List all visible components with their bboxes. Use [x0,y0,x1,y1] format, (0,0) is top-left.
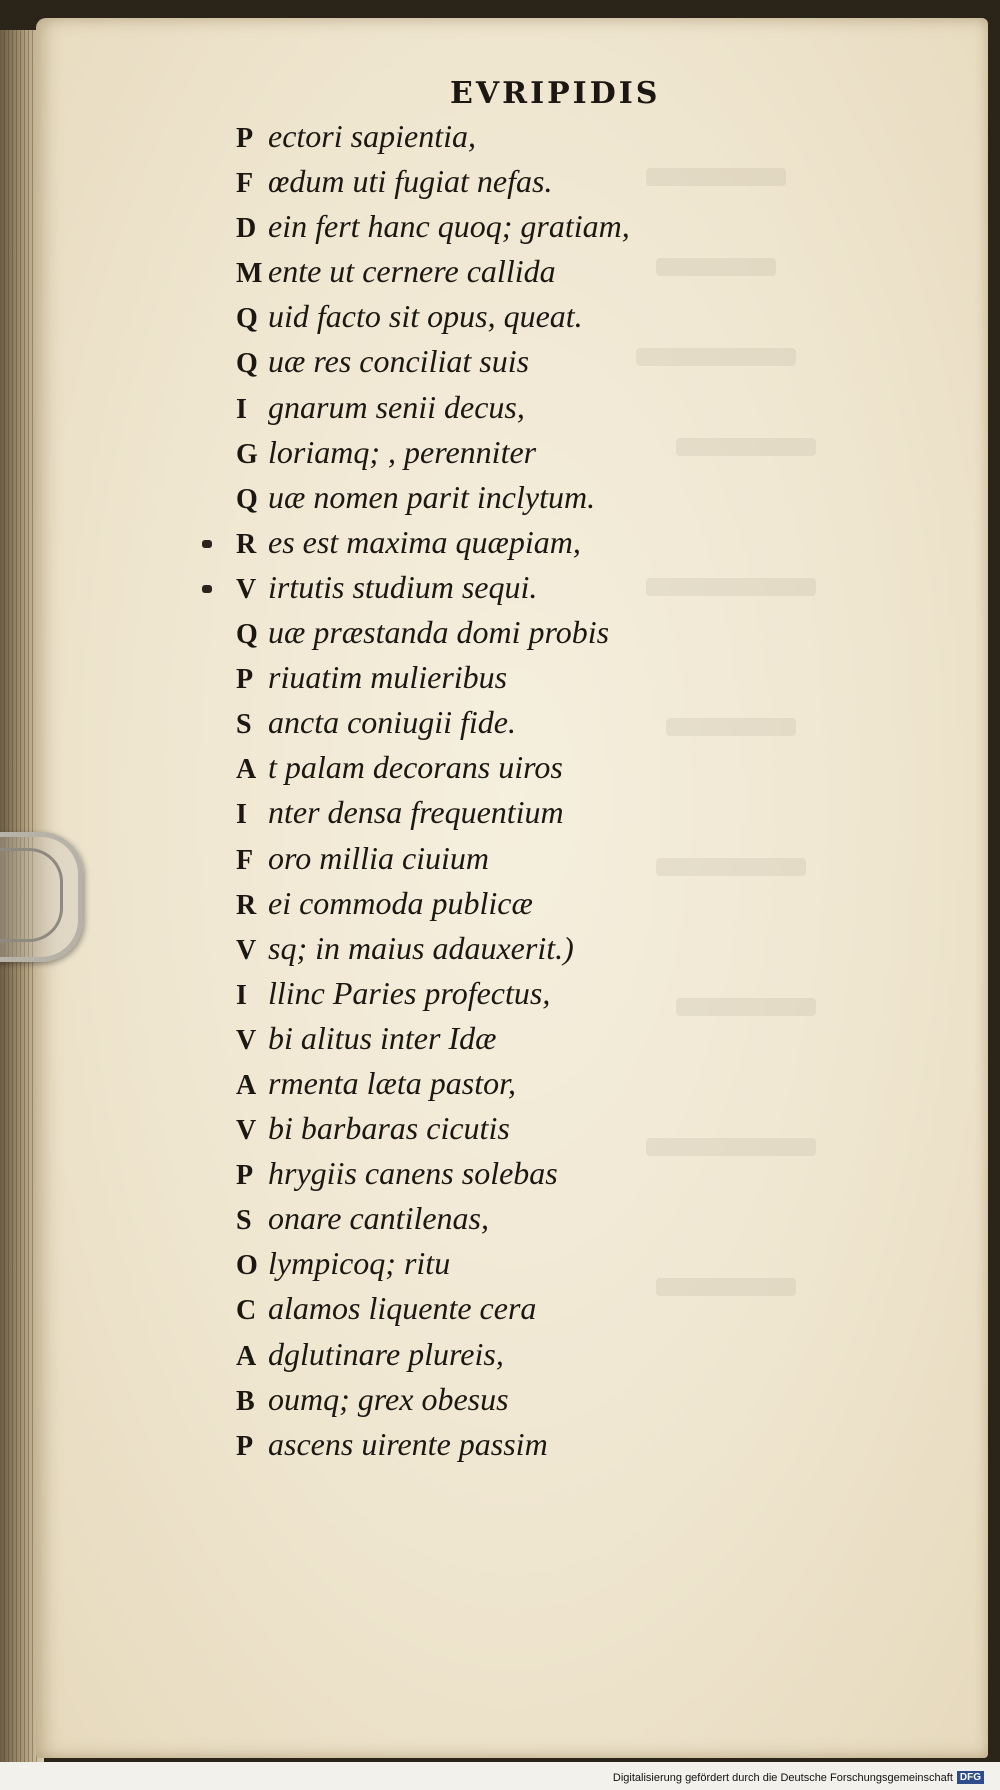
verse-text: riuatim mulieribus [268,659,508,696]
verse-initial: F [236,844,254,876]
verse-text: oro millia ciuium [268,839,490,876]
verse-initial: P [236,664,254,696]
verse-line [236,881,936,926]
verse-initial: S [236,1205,252,1237]
verse-line [236,1061,936,1106]
verse-line [236,700,936,745]
verse-text: uæ præstanda domi probis [268,614,610,651]
verse-text: llinc Paries profectus, [268,974,551,1011]
verse-text: bi barbaras cicutis [268,1110,510,1147]
verse-text: gnarum senii decus, [268,388,525,425]
verse-line [236,565,936,610]
verse-initial: A [236,1069,257,1101]
verse-initial: V [236,573,257,605]
verse-line [236,385,936,430]
verse-initial: V [236,1115,257,1147]
digitization-credit [609,1769,988,1786]
verse-line [236,1106,936,1151]
verse-text: dglutinare plureis, [268,1335,504,1372]
verse-line [236,790,936,835]
verse-initial: C [236,1295,257,1327]
verse-initial: P [236,1160,254,1192]
verse-initial: D [236,213,257,245]
verse-initial: P [236,1430,254,1462]
verse-text: loriamq; , perenniter [268,433,537,470]
verse-initial: A [236,754,257,786]
verse-text: bi alitus inter Idæ [268,1019,497,1056]
verse-text: ancta coniugii fide. [268,704,516,741]
verse-initial: V [236,934,257,966]
verse-initial: P [236,123,254,154]
verse-initial: G [236,438,258,470]
credit-text: Digitalisierung gefördert durch die Deutsche Forschungsgemeinschaft [612,1771,953,1784]
verse-list [236,114,936,1467]
verse-text: alamos liquente cera [268,1290,537,1327]
verse-text: rmenta læta pastor, [268,1064,517,1101]
verse-line [236,159,936,204]
verse-line [236,339,936,384]
verse-initial: Q [236,303,258,335]
verse-line [236,294,936,339]
verse-line [236,204,936,249]
verse-line [236,1151,936,1196]
verse-line [236,1286,936,1331]
verse-text: hrygiis canens solebas [268,1155,558,1192]
verse-line [236,1377,936,1422]
verse-text: oumq; grex obesus [268,1380,509,1417]
verse-initial: Q [236,483,258,515]
verse-text: onare cantilenas, [268,1200,489,1237]
verse-initial: F [236,168,254,200]
verse-line [236,655,936,700]
verse-initial: R [236,528,257,560]
page-clip-inner [0,848,63,942]
verse-initial: I [236,393,247,425]
verse-line [236,1016,936,1061]
verse-initial: Q [236,619,258,651]
verse-line [236,971,936,1016]
verse-initial: O [236,1250,258,1282]
verse-text: sq; in maius adauxerit.) [268,929,574,966]
verse-line [236,1196,936,1241]
verse-text: ei commoda publicæ [268,884,533,921]
verse-line [236,610,936,655]
dfg-logo: DFG [957,1771,984,1784]
verse-line [236,1241,936,1286]
verse-line [236,475,936,520]
verse-initial: R [236,889,257,921]
verse-line [236,430,936,475]
verse-text: nter densa frequentium [268,794,564,831]
verse-text: t palam decorans uiros [268,749,563,786]
verse-text: uæ nomen parit inclytum. [268,478,596,515]
verse-text: uid facto sit opus, queat. [268,298,583,335]
margin-marker [202,540,212,548]
running-head: EVRIPIDIS [450,76,661,111]
verse-line [236,520,936,565]
verse-line [236,1332,936,1377]
verse-text: ente ut cernere callida [268,253,556,290]
verse-line [236,249,936,294]
verse-line [236,1422,936,1467]
verse-text: ectori sapientia, [268,118,476,154]
margin-marker [202,585,212,593]
verse-line [236,836,936,881]
verse-text: ein fert hanc quoq; gratiam, [268,208,630,245]
verse-text: ascens uirente passim [268,1425,548,1462]
verse-initial: A [236,1340,257,1372]
verse-line [236,114,936,159]
book-page [36,18,988,1758]
verse-initial: Q [236,348,258,380]
verse-text: uæ res conciliat suis [268,343,530,380]
verse-initial: M [236,258,263,290]
verse-initial: I [236,799,247,831]
verse-initial: I [236,979,247,1011]
verse-text: lympicoq; ritu [268,1245,451,1282]
verse-text: œdum uti fugiat nefas. [268,163,553,200]
verse-line [236,745,936,790]
verse-initial: V [236,1024,257,1056]
verse-text: es est maxima quæpiam, [268,523,581,560]
verse-line [236,926,936,971]
verse-initial: B [236,1385,255,1417]
verse-initial: S [236,709,252,741]
verse-text: irtutis studium sequi. [268,568,538,605]
